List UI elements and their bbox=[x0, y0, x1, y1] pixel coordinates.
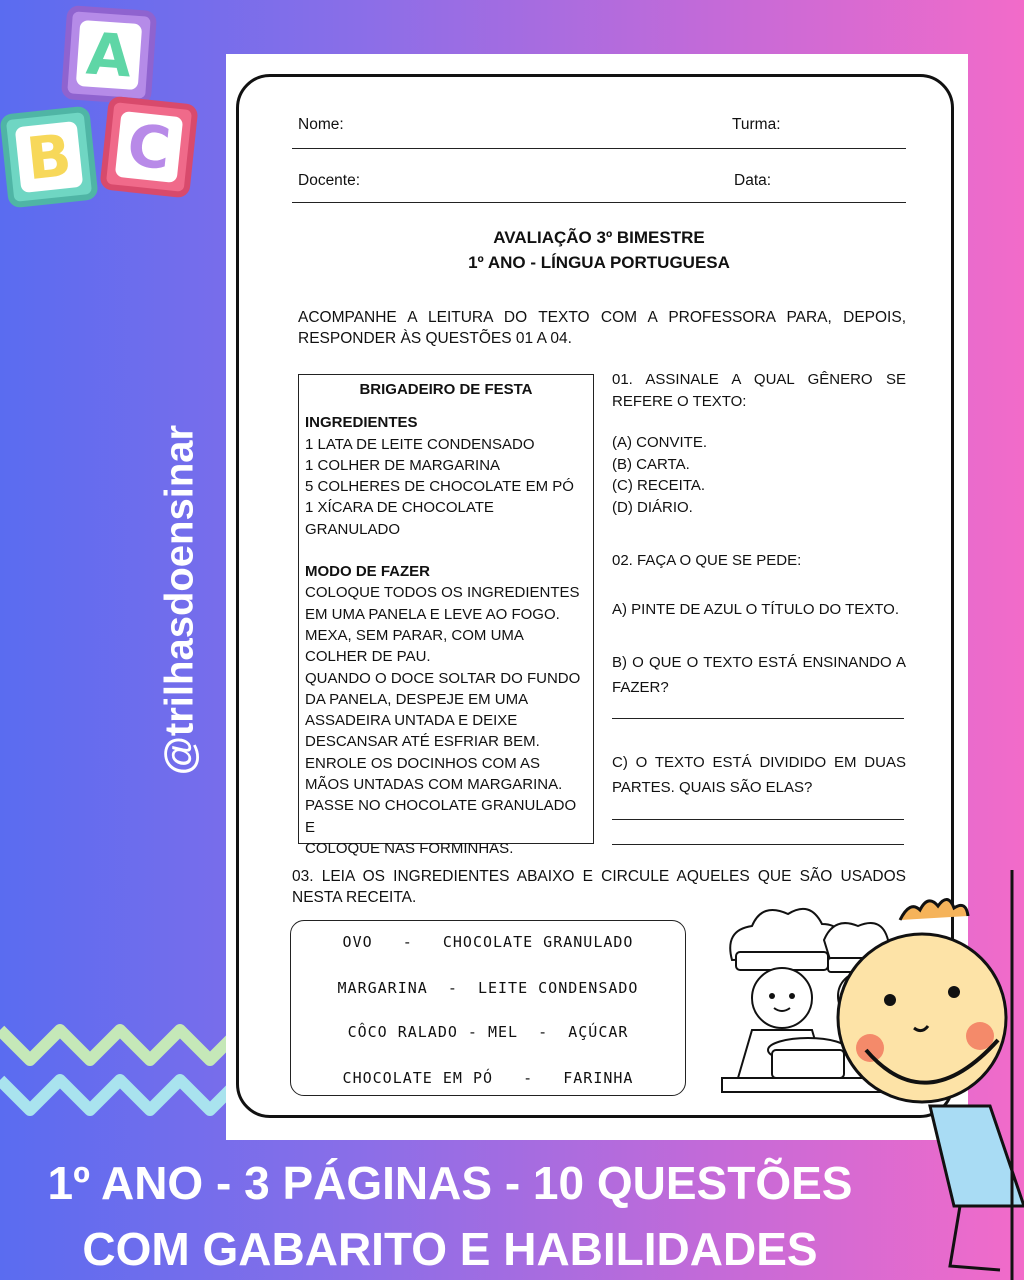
instruction-text: ACOMPANHE A LEITURA DO TEXTO COM A PROFESSORA PARA, DEPOIS, RESPONDER ÀS QUESTÕES 01 A 04. bbox=[298, 309, 906, 347]
option-d: (D) DIÁRIO. bbox=[612, 498, 693, 516]
word-row: MARGARINA - LEITE CONDENSADO bbox=[337, 979, 639, 997]
list-item: COLHER DE PAU. bbox=[305, 648, 431, 666]
question-2c: C) O TEXTO ESTÁ DIVIDIDO EM DUAS PARTES. QUAIS SÃO ELAS? bbox=[612, 754, 906, 796]
cartoon-kid-illustration bbox=[830, 860, 1024, 1280]
list-item: PASSE NO CHOCOLATE GRANULADO E bbox=[305, 797, 577, 836]
answer-line bbox=[612, 844, 904, 845]
ingredient-word-box bbox=[290, 920, 686, 1096]
worksheet-subtitle: 1º ANO - LÍNGUA PORTUGUESA bbox=[468, 253, 730, 272]
list-item: 1 XÍCARA DE CHOCOLATE bbox=[305, 499, 494, 517]
turma-label: Turma: bbox=[732, 116, 781, 133]
list-item: QUANDO O DOCE SOLTAR DO FUNDO bbox=[305, 669, 581, 687]
footer-line-2: COM GABARITO E HABILIDADES bbox=[82, 1223, 818, 1275]
zigzag-decoration bbox=[0, 1010, 240, 1130]
list-item: 1 COLHER DE MARGARINA bbox=[305, 456, 501, 474]
data-label: Data: bbox=[734, 172, 772, 189]
list-item: COLOQUE TODOS OS INGREDIENTES bbox=[305, 584, 580, 602]
divider bbox=[292, 148, 906, 149]
word-row: CÔCO RALADO - MEL - AÇÚCAR bbox=[347, 1023, 629, 1041]
letter-b: B bbox=[15, 121, 84, 193]
method-heading: MODO DE FAZER bbox=[305, 563, 431, 581]
list-item: COLOQUE NAS FORMINHAS. bbox=[305, 839, 514, 857]
letter-c: C bbox=[115, 111, 184, 183]
ingredients-heading: INGREDIENTES bbox=[305, 414, 418, 432]
letter-a: A bbox=[76, 20, 142, 90]
list-item: EM UMA PANELA E LEVE AO FOGO. bbox=[305, 605, 560, 623]
list-item: DESCANSAR ATÉ ESFRIAR BEM. bbox=[305, 733, 540, 751]
question-2b: B) O QUE O TEXTO ESTÁ ENSINANDO A FAZER? bbox=[612, 654, 906, 696]
question-2: 02. FAÇA O QUE SE PEDE: bbox=[612, 552, 802, 569]
divider bbox=[292, 202, 906, 203]
list-item: DA PANELA, DESPEJE EM UMA bbox=[305, 690, 529, 708]
recipe-box bbox=[298, 374, 594, 857]
list-item: 5 COLHERES DE CHOCOLATE EM PÓ bbox=[305, 478, 574, 496]
letter-block-c bbox=[99, 96, 198, 199]
list-item: MEXA, SEM PARAR, COM UMA bbox=[305, 626, 524, 644]
option-b: (B) CARTA. bbox=[612, 455, 690, 473]
docente-label: Docente: bbox=[298, 172, 361, 189]
worksheet-title: AVALIAÇÃO 3º BIMESTRE bbox=[493, 228, 705, 247]
list-item: ENROLE OS DOCINHOS COM AS bbox=[305, 754, 541, 772]
option-c: (C) RECEITA. bbox=[612, 477, 706, 494]
word-row: OVO - CHOCOLATE GRANULADO bbox=[342, 933, 634, 951]
footer-line-1: 1º ANO - 3 PÁGINAS - 10 QUESTÕES bbox=[47, 1157, 853, 1209]
list-item: MÃOS UNTADAS COM MARGARINA. bbox=[305, 776, 563, 794]
list-item: ASSADEIRA UNTADA E DEIXE bbox=[305, 712, 518, 730]
instagram-handle: @trilhasdoensinar bbox=[157, 424, 202, 776]
letter-block-a bbox=[61, 5, 157, 105]
list-item: 1 LATA DE LEITE CONDENSADO bbox=[305, 435, 535, 453]
option-a: (A) CONVITE. bbox=[612, 434, 708, 451]
recipe-title: BRIGADEIRO DE FESTA bbox=[359, 381, 533, 398]
word-row: CHOCOLATE EM PÓ - FARINHA bbox=[342, 1069, 634, 1087]
letter-block-b bbox=[0, 106, 99, 209]
question-2a: A) PINTE DE AZUL O TÍTULO DO TEXTO. bbox=[612, 601, 899, 618]
answer-line bbox=[612, 718, 904, 719]
nome-label: Nome: bbox=[298, 116, 344, 133]
answer-line bbox=[612, 819, 904, 820]
question-1: 01. ASSINALE A QUAL GÊNERO SE REFERE O TEXTO: bbox=[612, 371, 906, 410]
question-3: 03. LEIA OS INGREDIENTES ABAIXO E CIRCULE AQUELES QUE SÃO USADOS NESTA RECEITA. bbox=[292, 868, 906, 906]
list-item: GRANULADO bbox=[305, 520, 401, 538]
q1-options bbox=[612, 432, 906, 518]
